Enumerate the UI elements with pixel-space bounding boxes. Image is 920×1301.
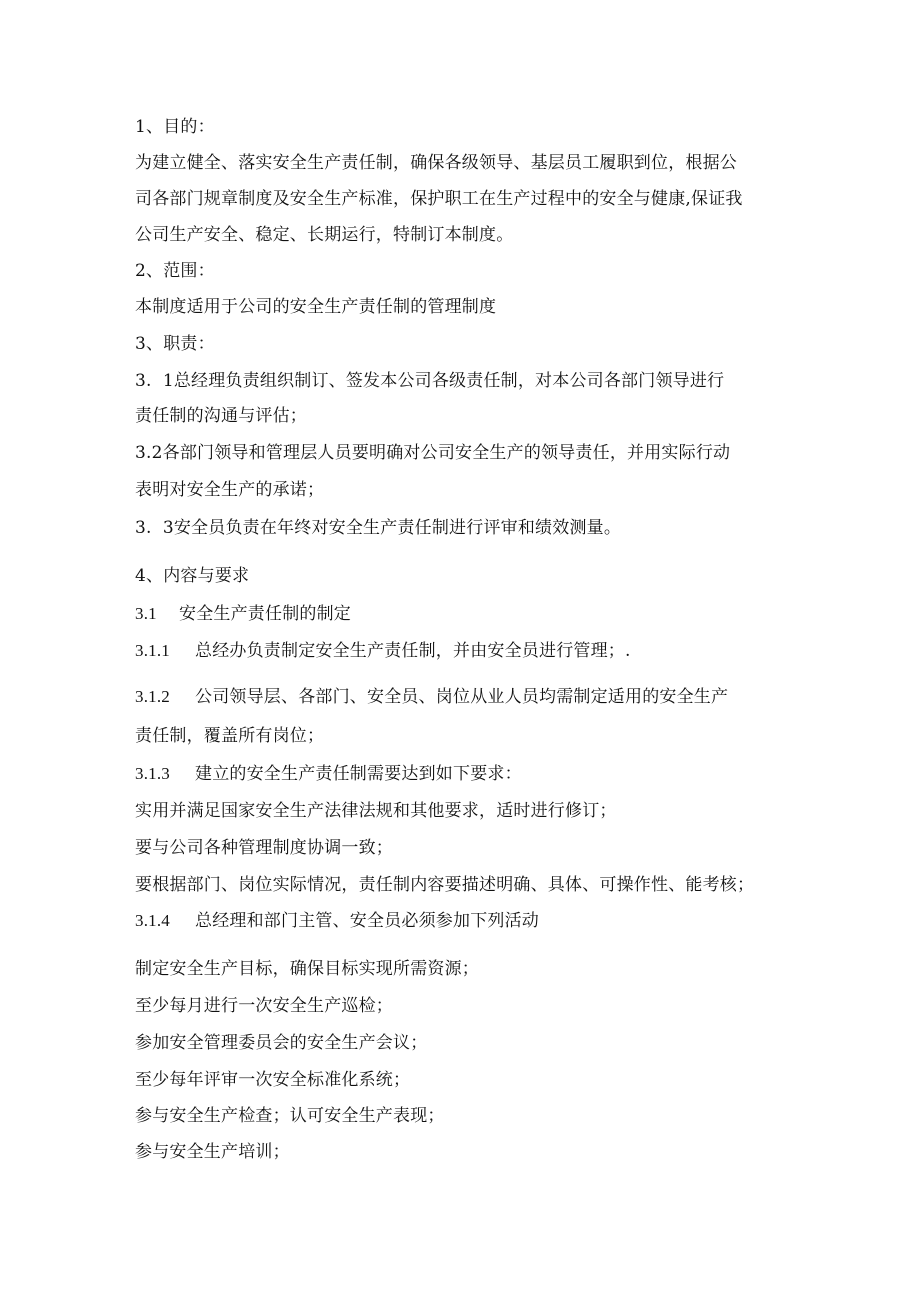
heading-duties: 3、职责： [135, 334, 215, 354]
heading-purpose: 1、目的： [135, 117, 215, 137]
heading-content: 4、内容与要求 [135, 566, 250, 586]
section-number: 3.1 [135, 604, 157, 623]
duty-3-1-line-2: 责任制的沟通与评估； [135, 406, 307, 426]
activity-item: 至少每月进行一次安全生产巡检； [135, 996, 393, 1016]
heading-scope: 2、范围： [135, 261, 215, 281]
purpose-line-1: 为建立健全、落实安全生产责任制，确保各级领导、基层员工履职到位，根据公 [135, 153, 737, 173]
section-3-1-4 [135, 910, 539, 932]
section-number: 3.1.1 [135, 641, 170, 660]
duty-3-3: 3. 3安全员负责在年终对安全生产责任制进行评审和绩效测量。 [135, 518, 622, 538]
duty-3-2-line-2: 表明对安全生产的承诺； [135, 480, 325, 500]
activity-item: 至少每年评审一次安全标准化系统； [135, 1070, 411, 1090]
duty-3-1-line-1: 3. 1总经理负责组织制订、签发本公司各级责任制，对本公司各部门领导进行 [135, 371, 725, 391]
requirement-item: 实用并满足国家安全生产法律法规和其他要求，适时进行修订； [135, 801, 617, 821]
section-3-1-2-cont: 责任制，覆盖所有岗位； [135, 726, 325, 746]
section-3-1-1 [135, 640, 631, 662]
section-number: 3.1.3 [135, 764, 170, 783]
scope-text: 本制度适用于公司的安全生产责任制的管理制度 [135, 297, 497, 317]
activity-item: 参与安全生产培训； [135, 1142, 290, 1162]
section-title: 安全生产责任制的制定 [179, 604, 351, 624]
requirement-item: 要根据部门、岗位实际情况，责任制内容要描述明确、具体、可操作性、能考核； [135, 875, 755, 895]
section-3-1-3 [135, 763, 522, 785]
activity-item: 参加安全管理委员会的安全生产会议； [135, 1033, 428, 1053]
section-text: 公司领导层、各部门、安全员、岗位从业人员均需制定适用的安全生产 [195, 687, 729, 707]
requirement-item: 要与公司各种管理制度协调一致； [135, 838, 393, 858]
section-3-1 [135, 603, 351, 625]
section-number: 3.1.4 [135, 911, 170, 930]
section-text: 建立的安全生产责任制需要达到如下要求： [195, 764, 522, 784]
activity-item: 制定安全生产目标，确保目标实现所需资源； [135, 959, 479, 979]
section-text: 总经理和部门主管、安全员必须参加下列活动 [195, 911, 539, 931]
duty-3-2-line-1: 3.2各部门领导和管理层人员要明确对公司安全生产的领导责任，并用实际行动 [135, 443, 731, 463]
purpose-line-3: 公司生产安全、稳定、长期运行，特制订本制度。 [135, 225, 514, 245]
section-text: 总经办负责制定安全生产责任制，并由安全员进行管理；. [195, 641, 631, 661]
section-number: 3.1.2 [135, 687, 170, 706]
activity-item: 参与安全生产检查；认可安全生产表现； [135, 1106, 445, 1126]
section-3-1-2 [135, 686, 728, 708]
purpose-line-2: 司各部门规章制度及安全生产标准，保护职工在生产过程中的安全与健康,保证我 [135, 189, 743, 209]
